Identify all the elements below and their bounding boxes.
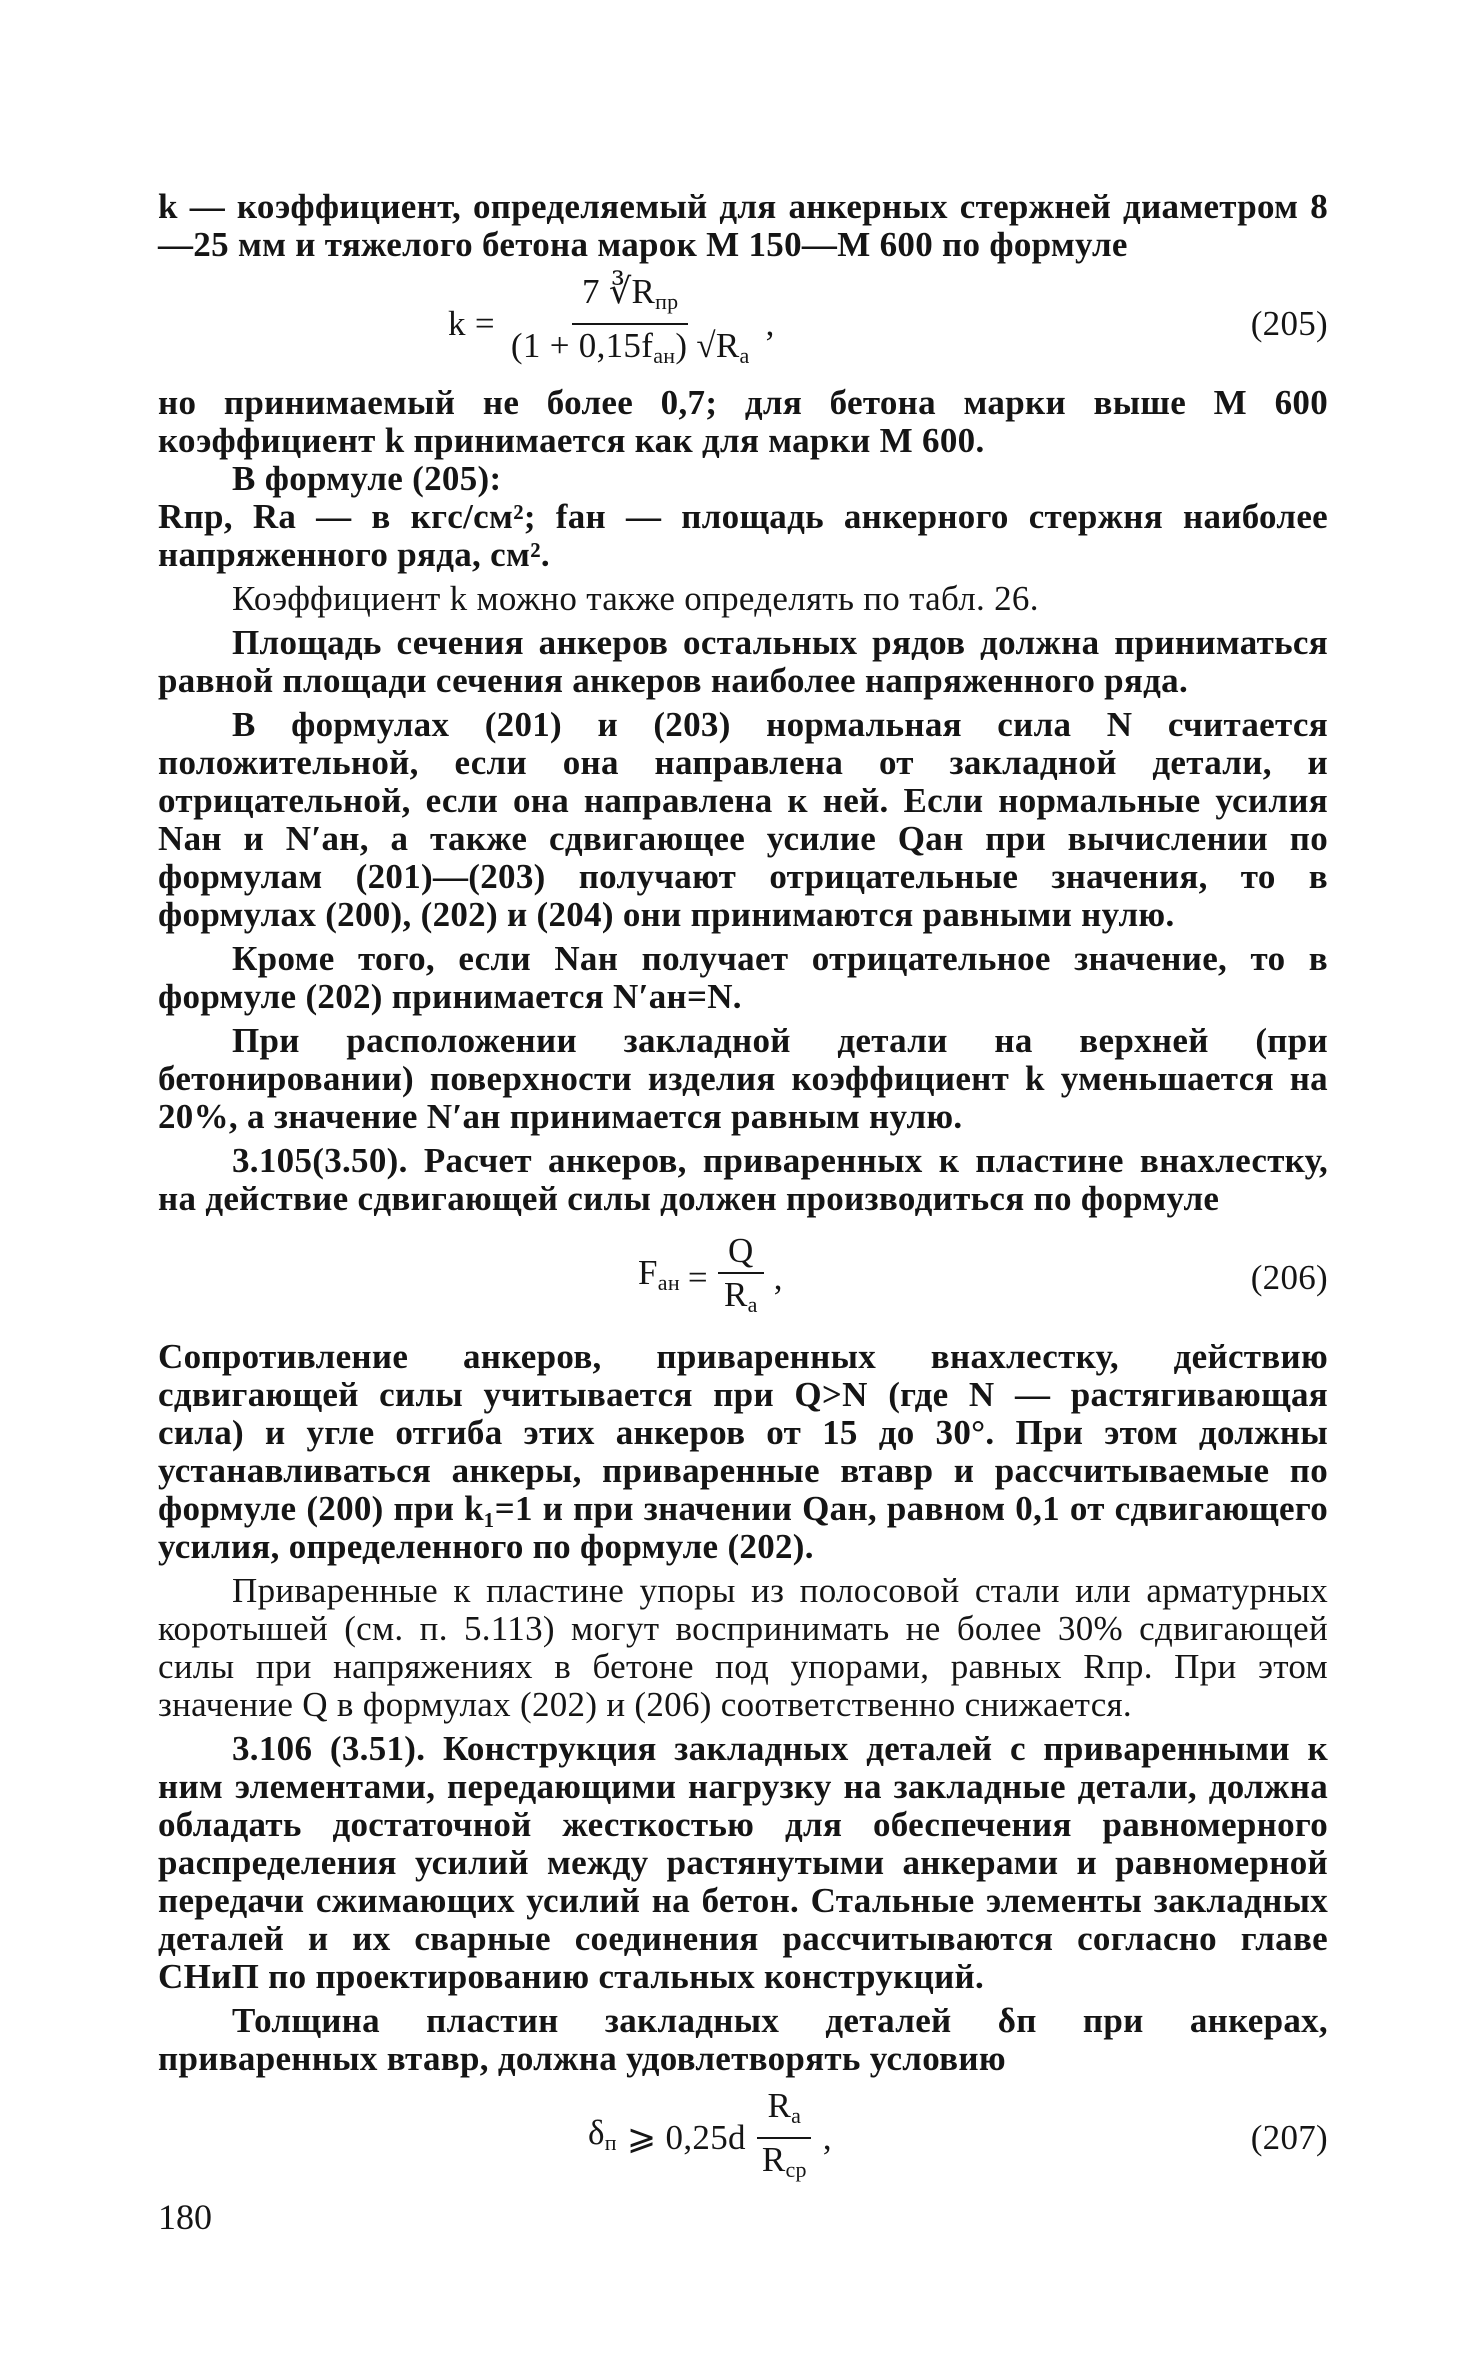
formula-206 xyxy=(158,1222,1328,1334)
formula-205-denominator: (1 + 0,15f xyxy=(510,326,654,365)
page-body xyxy=(158,188,1328,2198)
paragraph-table-ref: Коэффициент k можно также определять по табл. 26. xyxy=(232,579,1039,618)
paragraph-in-formula: В формуле (205): xyxy=(232,459,502,498)
paragraph-plate-thickness: Толщина пластин закладных деталей δп при анкерах, приваренных втавр, должна удовлетворять условию xyxy=(158,2001,1328,2078)
paragraph-normal-force: В формулах (201) и (203) нормальная сила N считается положительной, если она направлена от закладной детали, и отрицательной, если она направлена к ней. Если нормальные усилия Nан и N′ан, а также сдвигающее усилие Qан при вычислении по формулам (201)—(203) получают отрицательные значения, то в формулах (200), (202) и (204) они принимаются равными нулю. xyxy=(158,705,1328,934)
formula-205-fraction: $\frac{7 ∛R_{пр}}{(1 + 0,15f_{ан}) √R_а}$ xyxy=(510,272,750,368)
formula-205-number: (205) xyxy=(1250,304,1328,343)
paragraph-upper-surface: При расположении закладной детали на верхней (при бетонировании) поверхности изделия коэффициент k уменьшается на 20%, а значение N′ан принимается равным нулю. xyxy=(158,1021,1328,1136)
paragraph-k-limit: но принимаемый не более 0,7; для бетона марки выше М 600 коэффициент k принимается как для марки М 600. xyxy=(158,383,1328,460)
page-number: 180 xyxy=(158,2197,212,2237)
formula-207-denominator: R xyxy=(761,2140,786,2179)
paragraph-3-105: 3.105(3.50). Расчет анкеров, приваренных к пластине внахлестку, на действие сдвигающей силы должен производиться по формуле xyxy=(158,1141,1328,1218)
formula-206-numerator: Q xyxy=(718,1232,764,1274)
formula-205-numerator: 7 ∛R xyxy=(582,272,656,311)
paragraph-units: Rпр, Rа — в кгс/см²; fан — площадь анкерного стержня наиболее напряженного ряда, см². xyxy=(158,497,1328,574)
paragraph-resistance: Сопротивление анкеров, приваренных внахлестку, действию сдвигающей силы учитывается при Q>N (где N — растягивающая сила) и угле отгиба этих анкеров от 15 до 30°. При этом должны устанавливаться анкеры, приваренные втавр и рассчитываемые по формуле (200) при k₁=1 и при значении Qан, равном 0,1 от сдвигающего усилия, определенного по формуле (202). xyxy=(158,1337,1328,1566)
formula-207-fraction: $\frac{R_а}{R_{ср}}$ xyxy=(752,2087,817,2189)
formula-206-number: (206) xyxy=(1250,1258,1328,1297)
paragraph-stops: Приваренные к пластине упоры из полосовой стали или арматурных коротышей (см. п. 5.113) могут воспринимать не более 30% сдвигающей силы при напряжениях в бетоне под упорами, равных Rпр. При этом значение Q в формулах (202) и (206) соответственно снижается. xyxy=(158,1571,1328,1724)
formula-205 xyxy=(158,268,1328,380)
formula-207-expression: $\delta_п$ ⩾ 0,25d $\frac{R_а}{R_{ср}}$ , xyxy=(588,2082,832,2194)
formula-205-expression: k = $\frac{7 ∛R_{пр}}{(1 + 0,15f_{ан}) √R_а}$ , xyxy=(448,268,775,380)
paragraph-anchor-area: Площадь сечения анкеров остальных рядов должна приниматься равной площади сечения анкеров наиболее напряженного ряда. xyxy=(158,623,1328,700)
paragraph-3-106: 3.106 (3.51). Конструкция закладных деталей с приваренными к ним элементами, передающими нагрузку на закладные детали, должна обладать достаточной жесткостью для обеспечения равномерного распределения усилий между растянутыми анкерами и равномерной передачи сжимающих усилий на бетон. Стальные элементы закладных деталей и их сварные соединения рассчитываются согласно главе СНиП по проектированию стальных конструкций. xyxy=(158,1729,1328,1996)
paragraph-besides: Кроме того, если Nан получает отрицательное значение, то в формуле (202) принимается N′ан=N. xyxy=(158,939,1328,1016)
formula-207-number: (207) xyxy=(1250,2118,1328,2157)
formula-206-expression: $F_{ан}$ = $\frac{Q}{R_а}$ , xyxy=(638,1222,783,1334)
formula-206-fraction: $\frac{Q}{R_а}$ xyxy=(714,1232,768,1324)
formula-205-lhs: k = xyxy=(448,304,495,343)
paragraph-k-definition: k — коэффициент, определяемый для анкерных стержней диаметром 8—25 мм и тяжелого бетона марок М 150—М 600 по формуле xyxy=(158,187,1328,264)
formula-207 xyxy=(158,2082,1328,2194)
formula-207-numerator: R xyxy=(767,2086,792,2125)
formula-206-denominator: R xyxy=(723,1275,748,1314)
formula-207-lhs: $\delta_п$ xyxy=(588,2113,617,2155)
formula-206-lhs: $F_{ан}$ xyxy=(638,1253,680,1295)
